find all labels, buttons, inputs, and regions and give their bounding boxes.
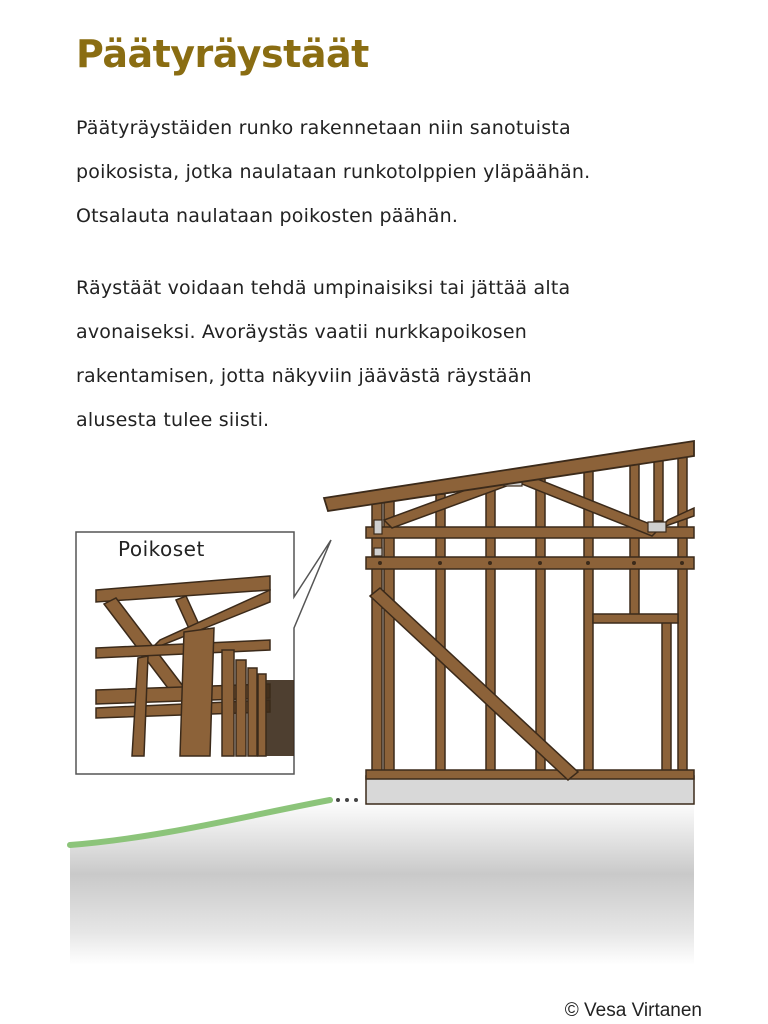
page-title: Päätyräystäät [76, 32, 369, 76]
ground [70, 800, 694, 965]
paragraph-2-line-2: avonaiseksi. Avoräystäs vaatii nurkkapoikosen [76, 321, 528, 343]
foundation [366, 776, 694, 804]
diagonal-brace [370, 588, 578, 780]
paragraph-2-line-1: Räystäät voidaan tehdä umpinaisiksi tai jättää alta [76, 277, 571, 299]
paragraph-2-line-4: alusesta tulee siisti. [76, 409, 270, 431]
inset-label: Poikoset [118, 537, 205, 561]
paragraph-1-line-3: Otsalauta naulataan poikosten päähän. [76, 205, 459, 227]
paragraph-1-line-1: Päätyräystäiden runko rakennetaan niin sanotuista [76, 117, 571, 139]
copyright: © Vesa Virtanen [564, 1000, 702, 1021]
ellipsis-dots [336, 798, 358, 802]
paragraph-1-line-2: poikosista, jotka naulataan runkotolppien yläpäähän. [76, 161, 591, 183]
inset-dark-depth [266, 680, 294, 756]
paragraph-2-line-3: rakentamisen, jotta näkyviin jäävästä räystään [76, 365, 532, 387]
